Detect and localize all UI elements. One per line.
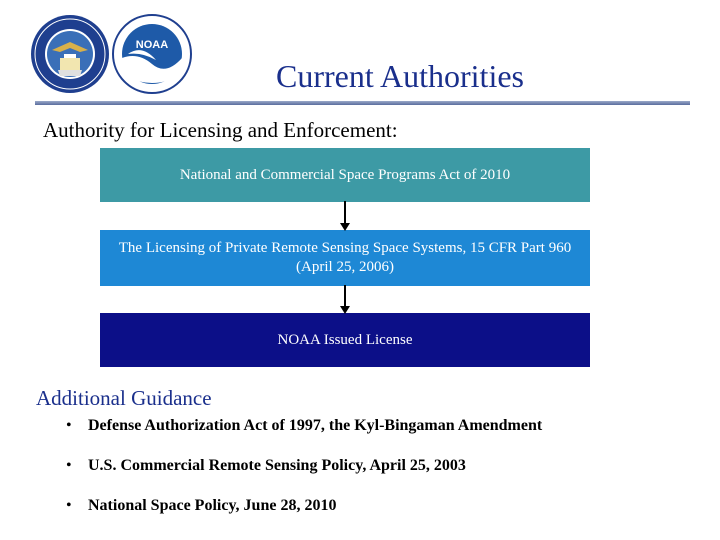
bullet-icon: • (66, 417, 72, 434)
guidance-list (66, 416, 542, 536)
flow-box-act-2010: National and Commercial Space Programs Act of 2010 (100, 148, 590, 202)
flow-arrow-down-icon (338, 285, 352, 314)
bullet-icon: • (66, 457, 72, 474)
guidance-item-text: National Space Policy, June 28, 2010 (88, 497, 337, 514)
list-item (66, 456, 542, 476)
page-title: Current Authorities (276, 58, 524, 94)
flow-box-noaa-license: NOAA Issued License (100, 313, 590, 367)
section-subtitle: Authority for Licensing and Enforcement: (43, 118, 398, 142)
list-item (66, 416, 542, 436)
flow-box-licensing-regulation: The Licensing of Private Remote Sensing Space Systems, 15 CFR Part 960 (April 25, 2006) (100, 230, 590, 286)
bullet-icon: • (66, 497, 72, 514)
title-divider (35, 101, 690, 105)
list-item (66, 496, 542, 516)
noaa-logo (112, 14, 192, 94)
guidance-item-text: Defense Authorization Act of 1997, the Kyl-Bingaman Amendment (88, 417, 543, 434)
doc-seal-logo (30, 14, 110, 94)
flow-arrow-down-icon (338, 201, 352, 231)
guidance-heading: Additional Guidance (36, 386, 212, 410)
guidance-item-text: U.S. Commercial Remote Sensing Policy, April 25, 2003 (88, 457, 466, 474)
noaa-logo-text: NOAA (135, 39, 169, 51)
